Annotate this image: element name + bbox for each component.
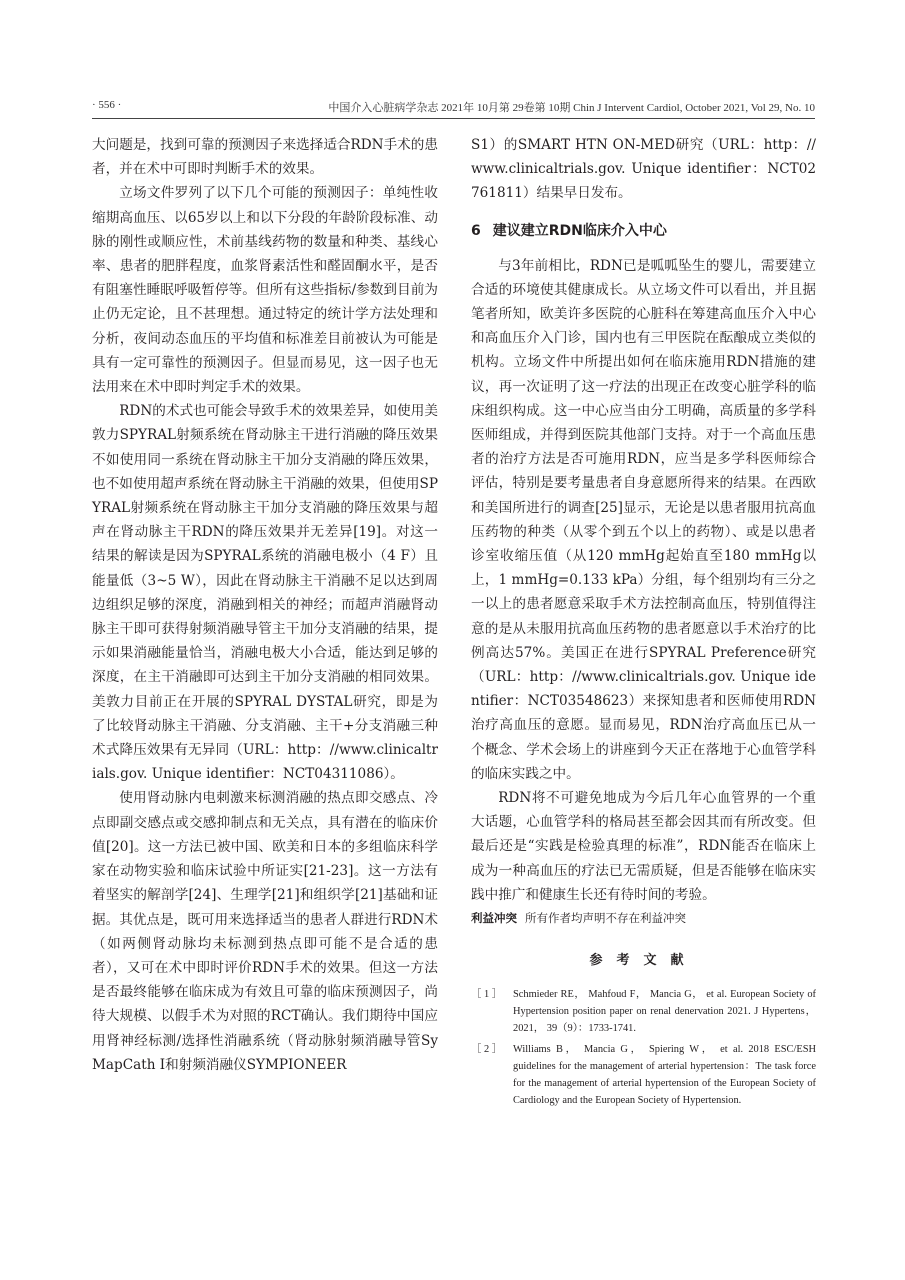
reference-item	[471, 986, 816, 1037]
conflict-of-interest	[471, 909, 816, 927]
body-paragraph: RDN将不可避免地成为今后几年心血管界的一个重大话题，心血管学科的格局甚至都会因其而有所改变。但最后还是“实践是检验真理的标准”，RDN能否在临床上成为一种高血压的疗法已无需质疑，但是否能够在临床实践中推广和健康生长还有待时间的考验。	[471, 790, 816, 903]
page-number: · 556 ·	[92, 99, 122, 111]
conflict-text: 所有作者均声明不存在利益冲突	[525, 911, 686, 926]
body-paragraph: 使用肾动脉内电刺激来标测消融的热点即交感点、冷点即副交感点或交感抑制点和无关点，具有潜在的临床价值[20]。这一方法已被中国、欧美和日本的多组临床科学家在动物实验和临床试验中所证实[21-23]。这一方法有着坚实的解剖学[24]、生理学[21]和组织学[21]基础和证据。其优点是，既可用来选择适当的患者人群进行RDN术（如两侧肾动脉均未标测到热点即可能不是合适的患者），又可在术中即时评价RDN手术的效果。但这一方法是否最终能够在临床成为有效且可靠的临床预测因子，尚待大规模、以假手术为对照的RCT确认。我们期待中国应用肾神经标测/选择性消融系统（肾动脉射频消融导管SyMapCath Ⅰ和射频消融仪SYMPIONEER	[92, 790, 438, 1073]
reference-number: ［ 1 ］	[471, 989, 503, 1001]
reference-item	[471, 1041, 816, 1109]
reference-number: ［ 2 ］	[471, 1044, 503, 1056]
body-paragraph: 大问题是，找到可靠的预测因子来选择适合RDN手术的患者，并在术中可即时判断手术的效果。	[92, 137, 438, 178]
right-column	[471, 133, 816, 1113]
left-column	[92, 133, 438, 1077]
conflict-label: 利益冲突	[471, 911, 517, 926]
reference-text: Williams B， Mancia G， Spiering W， et al. 2018 ESC/ESH guidelines for the management of arterial hypertension：The task force for the management of arterial hypertension of the European Society of Cardiology and the European Society of Hypertension.	[513, 1044, 816, 1107]
section-heading	[471, 221, 816, 241]
body-paragraph: S1）的SMART HTN ON-MED研究（URL：http：//www.clinicaltrials.gov. Unique identifier：NCT02761811）结果早日发布。	[471, 137, 816, 202]
section-number: 6	[471, 222, 481, 239]
body-paragraph: RDN的术式也可能会导致手术的效果差异，如使用美敦力SPYRAL射频系统在肾动脉主干进行消融的降压效果不如使用同一系统在肾动脉主干加分支消融的降压效果，也不如使用超声系统在肾动脉主干消融的效果，但使用SPYRAL射频系统在肾动脉主干加分支消融的降压效果与超声在肾动脉主干RDN的降压效果并无差异[19]。对这一结果的解读是因为SPYRAL系统的消融电极小（4 F）且能量低（3~5 W），因此在肾动脉主干消融不足以达到周边组织足够的深度，消融到相关的神经；而超声消融肾动脉主干即可获得射频消融导管主干加分支消融的结果，提示如果消融能量恰当，消融电极大小合适，能达到足够的深度，在主干消融即可达到主干加分支消融的相同效果。美敦力目前正在开展的SPYRAL DYSTAL研究，即是为了比较肾动脉主干消融、分支消融、主干+分支消融三种术式降压效果有无异同（URL：http：//www.clinicaltrials.gov. Unique identifier：NCT04311086）。	[92, 403, 438, 783]
body-paragraph: 立场文件罗列了以下几个可能的预测因子：单纯性收缩期高血压、以65岁以上和以下分段的年龄阶段标准、动脉的刚性或顺应性，术前基线药物的数量和种类、基线心率、患者的肥胖程度，血浆肾素活性和醛固酮水平，是否有阻塞性睡眠呼吸暂停等。但所有这些指标/参数到目前为止仍无定论，且不甚理想。通过特定的统计学方法处理和分析，夜间动态血压的平均值和标准差目前被认为可能是具有一定可靠性的预测因子。但显而易见，这一因子也无法用来在术中即时判定手术的效果。	[92, 185, 438, 396]
section-title: 建议建立RDN临床介入中心	[492, 222, 667, 239]
header-divider	[92, 118, 815, 119]
reference-text: Schmieder RE， Mahfoud F， Mancia G， et al. European Society of Hypertension position paper on renal denervation 2021. J Hypertens，2021， 39（9）：1733-1741.	[513, 989, 816, 1035]
running-header: 中国介入心脏病学杂志 2021年 10月第 29卷第 10期 Chin J Intervent Cardiol, October 2021, Vol 29, No. 10	[328, 102, 815, 114]
body-paragraph: 与3年前相比，RDN已是呱呱坠生的婴儿，需要建立合适的环境使其健康成长。从立场文件可以看出，并且据笔者所知，欧美许多医院的心脏科在筹建高血压介入中心和高血压介入门诊，国内也有三甲医院在酝酿成立类似的机构。立场文件中所提出如何在临床施用RDN措施的建议，再一次证明了这一疗法的出现正在改变心脏学科的临床组织构成。这一中心应当由分工明确，高质量的多学科医师组成，并得到医院其他部门支持。对于一个高血压患者的治疗方法是否可施用RDN，应当是多学科医师综合评估，特别是要考量患者自身意愿所得来的结果。在西欧和美国所进行的调查[25]显示，无论是以患者服用抗高血压药物的种类（从零个到五个以上的药物）、或是以患者诊室收缩压值（从120 mmHg起始直至180 mmHg以上，1 mmHg=0.133 kPa）分组，每个组别均有三分之一以上的患者愿意采取手术方法控制高血压，特别值得注意的是从未服用抗高血压药物的患者愿意以手术治疗的比例高达57%。美国正在进行SPYRAL Preference研究（URL：http：//www.clinicaltrials.gov. Unique identifier：NCT03548623）来探知患者和医师使用RDN治疗高血压的意愿。显而易见，RDN治疗高血压已从一个概念、学术会场上的讲座到今天正在落地于心血管学科的临床实践之中。	[471, 257, 816, 782]
references-title: 参考文献	[589, 953, 698, 969]
